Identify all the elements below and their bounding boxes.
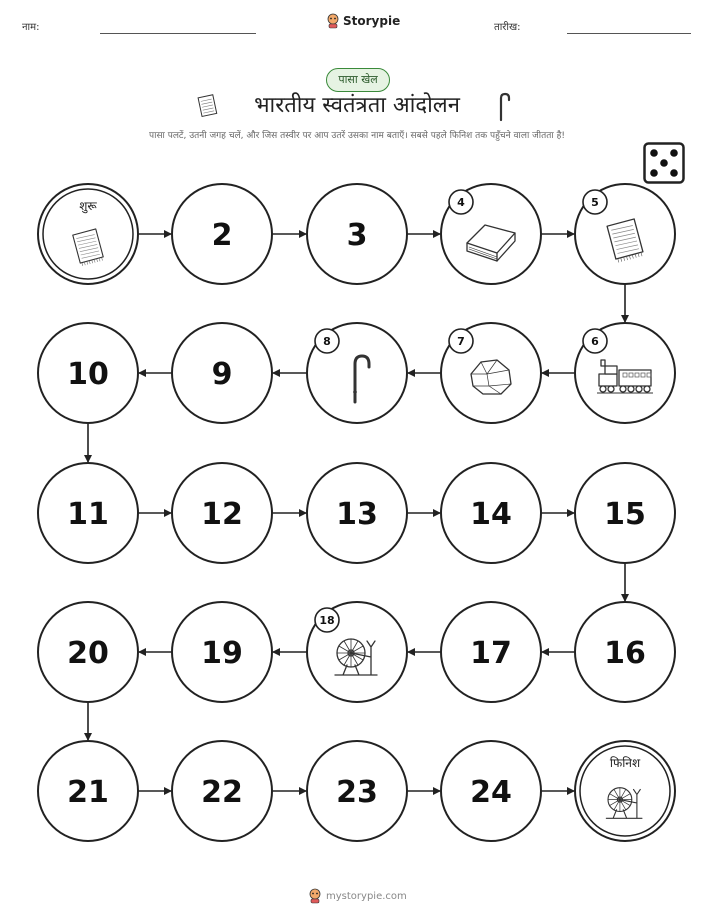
page-title: भारतीय स्वतंत्रता आंदोलन — [254, 93, 460, 118]
name-label: नाम: — [22, 22, 40, 33]
space-number: 19 — [201, 636, 243, 671]
space-number: 15 — [604, 497, 646, 532]
board-space[interactable] — [441, 463, 541, 563]
board-space[interactable] — [307, 741, 407, 841]
board-space[interactable] — [575, 184, 675, 284]
space-number: 9 — [211, 357, 233, 392]
board-space[interactable] — [441, 184, 541, 284]
space-number: 4 — [457, 196, 465, 209]
board-space[interactable] — [441, 602, 541, 702]
space-number: 20 — [67, 636, 109, 671]
footer — [308, 888, 407, 904]
storypie-mascot-icon — [308, 888, 322, 904]
space-number: 6 — [591, 335, 599, 348]
board-space[interactable] — [575, 323, 675, 423]
board-space[interactable] — [575, 602, 675, 702]
game-type-badge: पासा खेल — [326, 68, 390, 92]
start-space[interactable] — [38, 184, 138, 284]
space-number: 11 — [67, 497, 109, 532]
start-label: शुरू — [79, 199, 97, 213]
space-number: 21 — [67, 775, 109, 810]
board-space[interactable] — [307, 184, 407, 284]
board-space[interactable] — [38, 741, 138, 841]
space-number: 14 — [470, 497, 512, 532]
finish-space[interactable] — [575, 741, 675, 841]
space-number: 23 — [336, 775, 378, 810]
space-number: 17 — [470, 636, 512, 671]
space-number: 12 — [201, 497, 243, 532]
date-label: तारीख: — [494, 22, 521, 33]
space-number: 10 — [67, 357, 109, 392]
space-number: 18 — [319, 614, 335, 627]
board-space[interactable] — [441, 741, 541, 841]
board-space[interactable] — [172, 184, 272, 284]
space-number: 22 — [201, 775, 243, 810]
space-number: 3 — [346, 218, 368, 253]
space-number: 13 — [336, 497, 378, 532]
space-number: 7 — [457, 335, 465, 348]
board-space[interactable] — [38, 463, 138, 563]
finish-label: फिनिश — [609, 756, 641, 770]
board-space[interactable] — [172, 741, 272, 841]
footer-url[interactable]: mystorypie.com — [326, 890, 407, 902]
board-space[interactable] — [38, 602, 138, 702]
board-space[interactable] — [307, 463, 407, 563]
board-space[interactable] — [172, 323, 272, 423]
space-number: 8 — [323, 335, 331, 348]
space-number: 24 — [470, 775, 512, 810]
board-space[interactable] — [307, 602, 407, 702]
space-number: 5 — [591, 196, 599, 209]
board-space[interactable] — [172, 602, 272, 702]
board-space[interactable] — [307, 323, 407, 423]
space-number: 16 — [604, 636, 646, 671]
brand-name: Storypie — [343, 14, 401, 28]
space-number: 2 — [211, 218, 233, 253]
board-space[interactable] — [575, 463, 675, 563]
board-space[interactable] — [172, 463, 272, 563]
board-space[interactable] — [441, 323, 541, 423]
instructions-text: पासा पलटें, उतनी जगह चलें, और जिस तस्वीर पर आप उतरें उसका नाम बताएँ। सबसे पहले फिनिश तक पहुँचने वाला जीतता है! — [149, 131, 565, 141]
board-space[interactable] — [38, 323, 138, 423]
